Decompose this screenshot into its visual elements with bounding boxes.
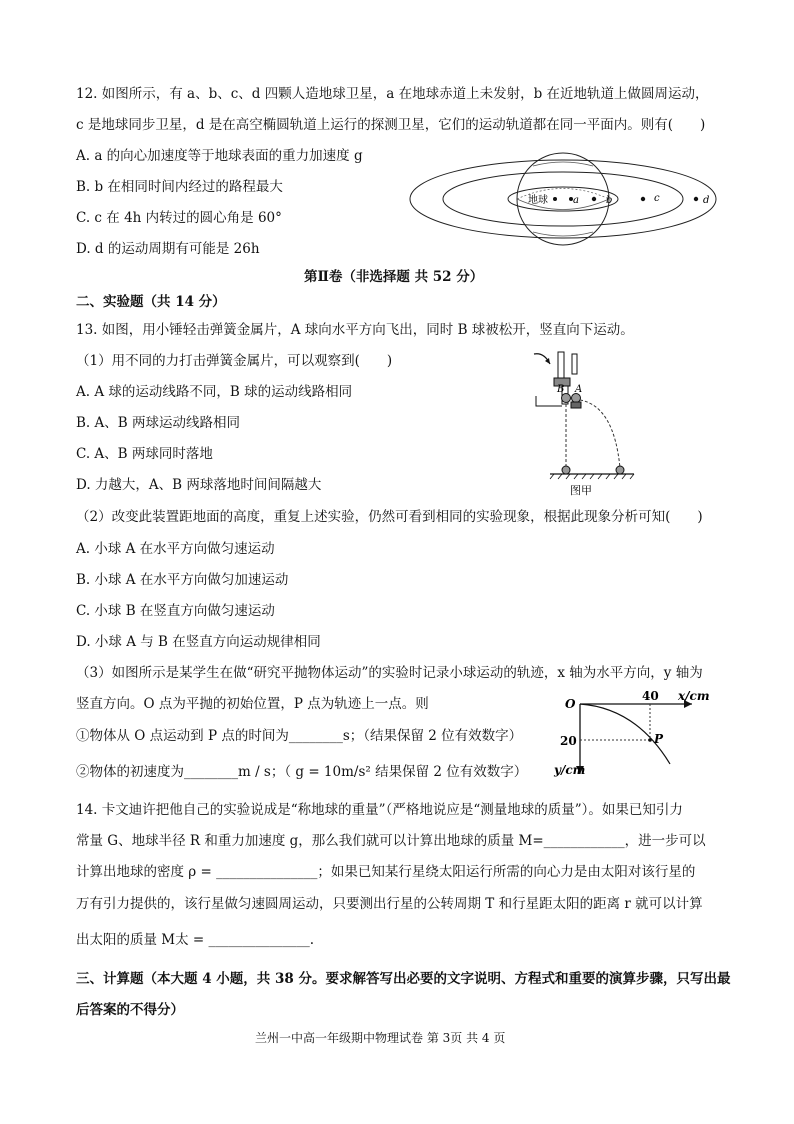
q12-option-a: A. a 的向心加速度等于地球表面的重力加速度 g: [76, 148, 363, 164]
q13-part3-question2: ②物体的初速度为________m / s；（ g = 10m/s² 结果保留 2 位有效数字）: [76, 764, 528, 780]
q14-line5: 出太阳的质量 M太 = _______________.: [76, 932, 315, 948]
figure-caption: 图甲: [570, 484, 592, 497]
page-footer: 兰州一中高一年级期中物理试卷 第 3页 共 4 页: [255, 1031, 506, 1045]
q13-part1-option-b: B. A、B 两球运动线路相同: [76, 415, 240, 431]
q13-stem: 13. 如图，用小锤轻击弹簧金属片，A 球向水平方向飞出，同时 B 球被松开，竖直向下运动。: [76, 322, 634, 338]
apparatus-figure: [528, 344, 640, 500]
graph-x-tick: 40: [642, 689, 659, 703]
q12-option-b: B. b 在相同时间内经过的路程最大: [76, 179, 283, 195]
graph-y-tick: 20: [560, 734, 577, 748]
q13-part3-line2: 竖直方向。O 点为平抛的初始位置，P 点为轨迹上一点。则: [76, 696, 429, 712]
q13-part2-option-a: A. 小球 A 在水平方向做匀速运动: [76, 541, 275, 557]
satellite-orbit-figure: [405, 148, 735, 248]
section2-title: 二、实验题（共 14 分）: [76, 294, 226, 310]
q14-line3: 计算出地球的密度 ρ = _______________；如果已知某行星绕太阳运行所需的向心力是由太阳对该行星的: [76, 864, 696, 880]
q14-line2: 常量 G、地球半径 R 和重力加速度 g，那么我们就可以计算出地球的质量 M=____________，进一步可以: [76, 833, 706, 849]
section3-line2: 后答案的不得分）: [76, 1002, 184, 1018]
q13-part3-line1: （3）如图所示是某学生在做“研究平抛物体运动”的实验时记录小球运动的轨迹，x 轴为水平方向，y 轴为: [76, 665, 703, 681]
q12-stem-line1: 12. 如图所示，有 a、b、c、d 四颗人造地球卫星，a 在地球赤道上未发射，b 在近地轨道上做圆周运动，: [76, 86, 709, 102]
q13-part1-option-c: C. A、B 两球同时落地: [76, 446, 213, 462]
satellite-d-label: d: [703, 195, 710, 206]
satellite-b-label: b: [606, 195, 613, 206]
q12-option-d: D. d 的运动周期有可能是 26h: [76, 241, 260, 257]
section3-line1: 三、计算题（本大题 4 小题，共 38 分。要求解答写出必要的文字说明、方程式和重要的演算步骤，只写出最: [76, 971, 731, 987]
q12-option-c: C. c 在 4h 内转过的圆心角是 60°: [76, 210, 282, 226]
graph-origin-label: O: [565, 697, 576, 711]
satellite-c-label: c: [654, 193, 660, 204]
q13-part1: （1）用不同的力打击弹簧金属片，可以观察到( ): [76, 353, 393, 369]
q13-part1-option-a: A. A 球的运动线路不同，B 球的运动线路相同: [76, 384, 353, 400]
satellite-a-label: a: [573, 195, 579, 206]
q13-part1-option-d: D. 力越大，A、B 两球落地时间间隔越大: [76, 477, 322, 493]
ball-b-label: B: [557, 384, 565, 395]
q13-part3-question1: ①物体从 O 点运动到 P 点的时间为________s；（结果保留 2 位有效数字）: [76, 728, 523, 744]
q13-part2-option-b: B. 小球 A 在水平方向做匀加速运动: [76, 572, 289, 588]
trajectory-graph: [554, 688, 720, 780]
part2-title: 第Ⅱ卷（非选择题 共 52 分）: [304, 269, 484, 285]
q13-part2-option-d: D. 小球 A 与 B 在竖直方向运动规律相同: [76, 634, 321, 650]
graph-x-label: x/cm: [678, 689, 710, 703]
ball-a-label: A: [575, 384, 583, 395]
graph-point-label: P: [654, 732, 664, 746]
q14-line4: 万有引力提供的，该行星做匀速圆周运动，只要测出行星的公转周期 T 和行星距太阳的距离 r 就可以计算: [76, 896, 703, 912]
q14-line1: 14. 卡文迪许把他自己的实验说成是“称地球的重量”（严格地说应是“测量地球的质量”）。如果已知引力: [76, 802, 683, 818]
q12-stem-line2: c 是地球同步卫星，d 是在高空椭圆轨道上运行的探测卫星，它们的运动轨道都在同一平面内。则有( ): [76, 117, 706, 133]
q13-part2-option-c: C. 小球 B 在竖直方向做匀速运动: [76, 603, 275, 619]
graph-y-label: y/cm: [554, 763, 586, 777]
q13-part2: （2）改变此装置距地面的高度，重复上述实验，仍然可看到相同的实验现象，根据此现象分析可知( ): [76, 509, 703, 525]
earth-label: 地球: [528, 195, 548, 206]
